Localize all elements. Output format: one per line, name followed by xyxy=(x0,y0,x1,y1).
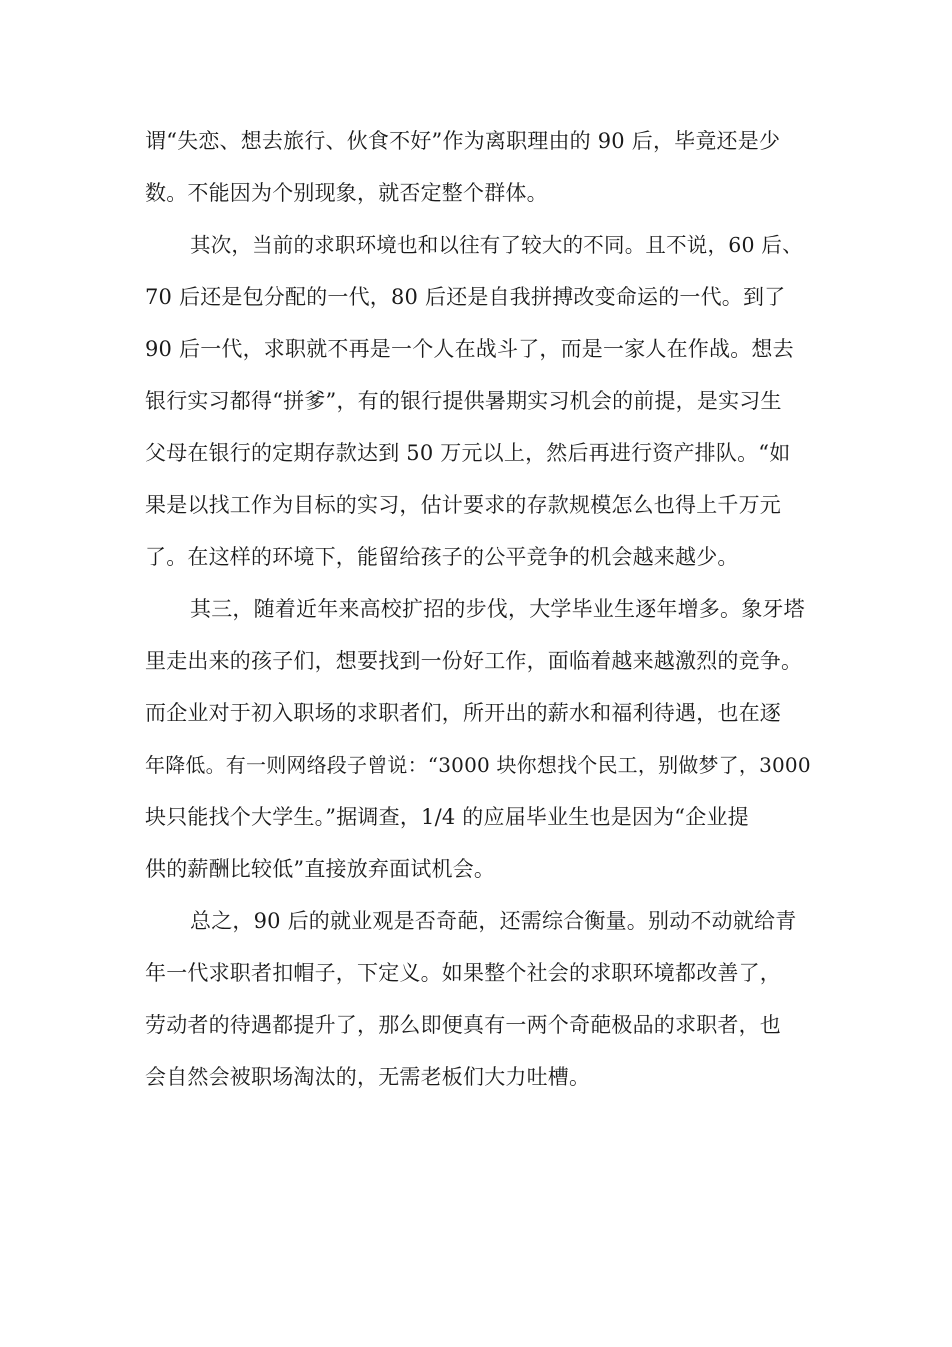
paragraph-4-line-3: 劳动者的待遇都提升了，那么即便真有一两个奇葩极品的求职者，也 xyxy=(145,1013,781,1037)
paragraph-4-line-1: 总之，90 后的就业观是否奇葩，还需综合衡量。别动不动就给青 xyxy=(190,909,797,933)
paragraph-2-line-2: 70 后还是包分配的一代，80 后还是自我拼搏改变命运的一代。到了 xyxy=(145,285,786,309)
paragraph-3-line-3: 而企业对于初入职场的求职者们，所开出的薪水和福利待遇，也在逐 xyxy=(145,701,781,725)
paragraph-1-line-1: 谓“失恋、想去旅行、伙食不好”作为离职理由的 90 后，毕竟还是少 xyxy=(145,129,781,153)
paragraph-4-line-4: 会自然会被职场淘汰的，无需老板们大力吐槽。 xyxy=(145,1065,591,1089)
paragraph-2-line-6: 果是以找工作为目标的实习，估计要求的存款规模怎么也得上千万元 xyxy=(145,493,781,517)
paragraph-2-line-3: 90 后一代，求职就不再是一个人在战斗了，而是一家人在作战。想去 xyxy=(145,337,794,361)
paragraph-3-line-5: 块只能找个大学生。”据调查，1/4 的应届毕业生也是因为“企业提 xyxy=(145,805,749,829)
paragraph-3-line-6: 供的薪酬比较低”直接放弃面试机会。 xyxy=(145,857,496,881)
paragraph-1-line-2: 数。不能因为个别现象，就否定整个群体。 xyxy=(145,181,548,205)
paragraph-2-line-7: 了。在这样的环境下，能留给孩子的公平竞争的机会越来越少。 xyxy=(145,545,739,569)
paragraph-2-line-1: 其次，当前的求职环境也和以往有了较大的不同。且不说，60 后、 xyxy=(190,233,803,257)
paragraph-3-line-4: 年降低。有一则网络段子曾说：“3000 块你想找个民工，别做梦了，3000 xyxy=(145,753,811,777)
paragraph-3-line-2: 里走出来的孩子们，想要找到一份好工作，面临着越来越激烈的竞争。 xyxy=(145,649,803,673)
paragraph-2-line-5: 父母在银行的定期存款达到 50 万元以上，然后再进行资产排队。“如 xyxy=(145,441,791,465)
paragraph-2-line-4: 银行实习都得“拼爹”，有的银行提供暑期实习机会的前提，是实习生 xyxy=(145,389,782,413)
paragraph-3-line-1: 其三，随着近年来高校扩招的步伐，大学毕业生逐年增多。象牙塔 xyxy=(190,597,805,621)
paragraph-4-line-2: 年一代求职者扣帽子，下定义。如果整个社会的求职环境都改善了， xyxy=(145,961,781,985)
